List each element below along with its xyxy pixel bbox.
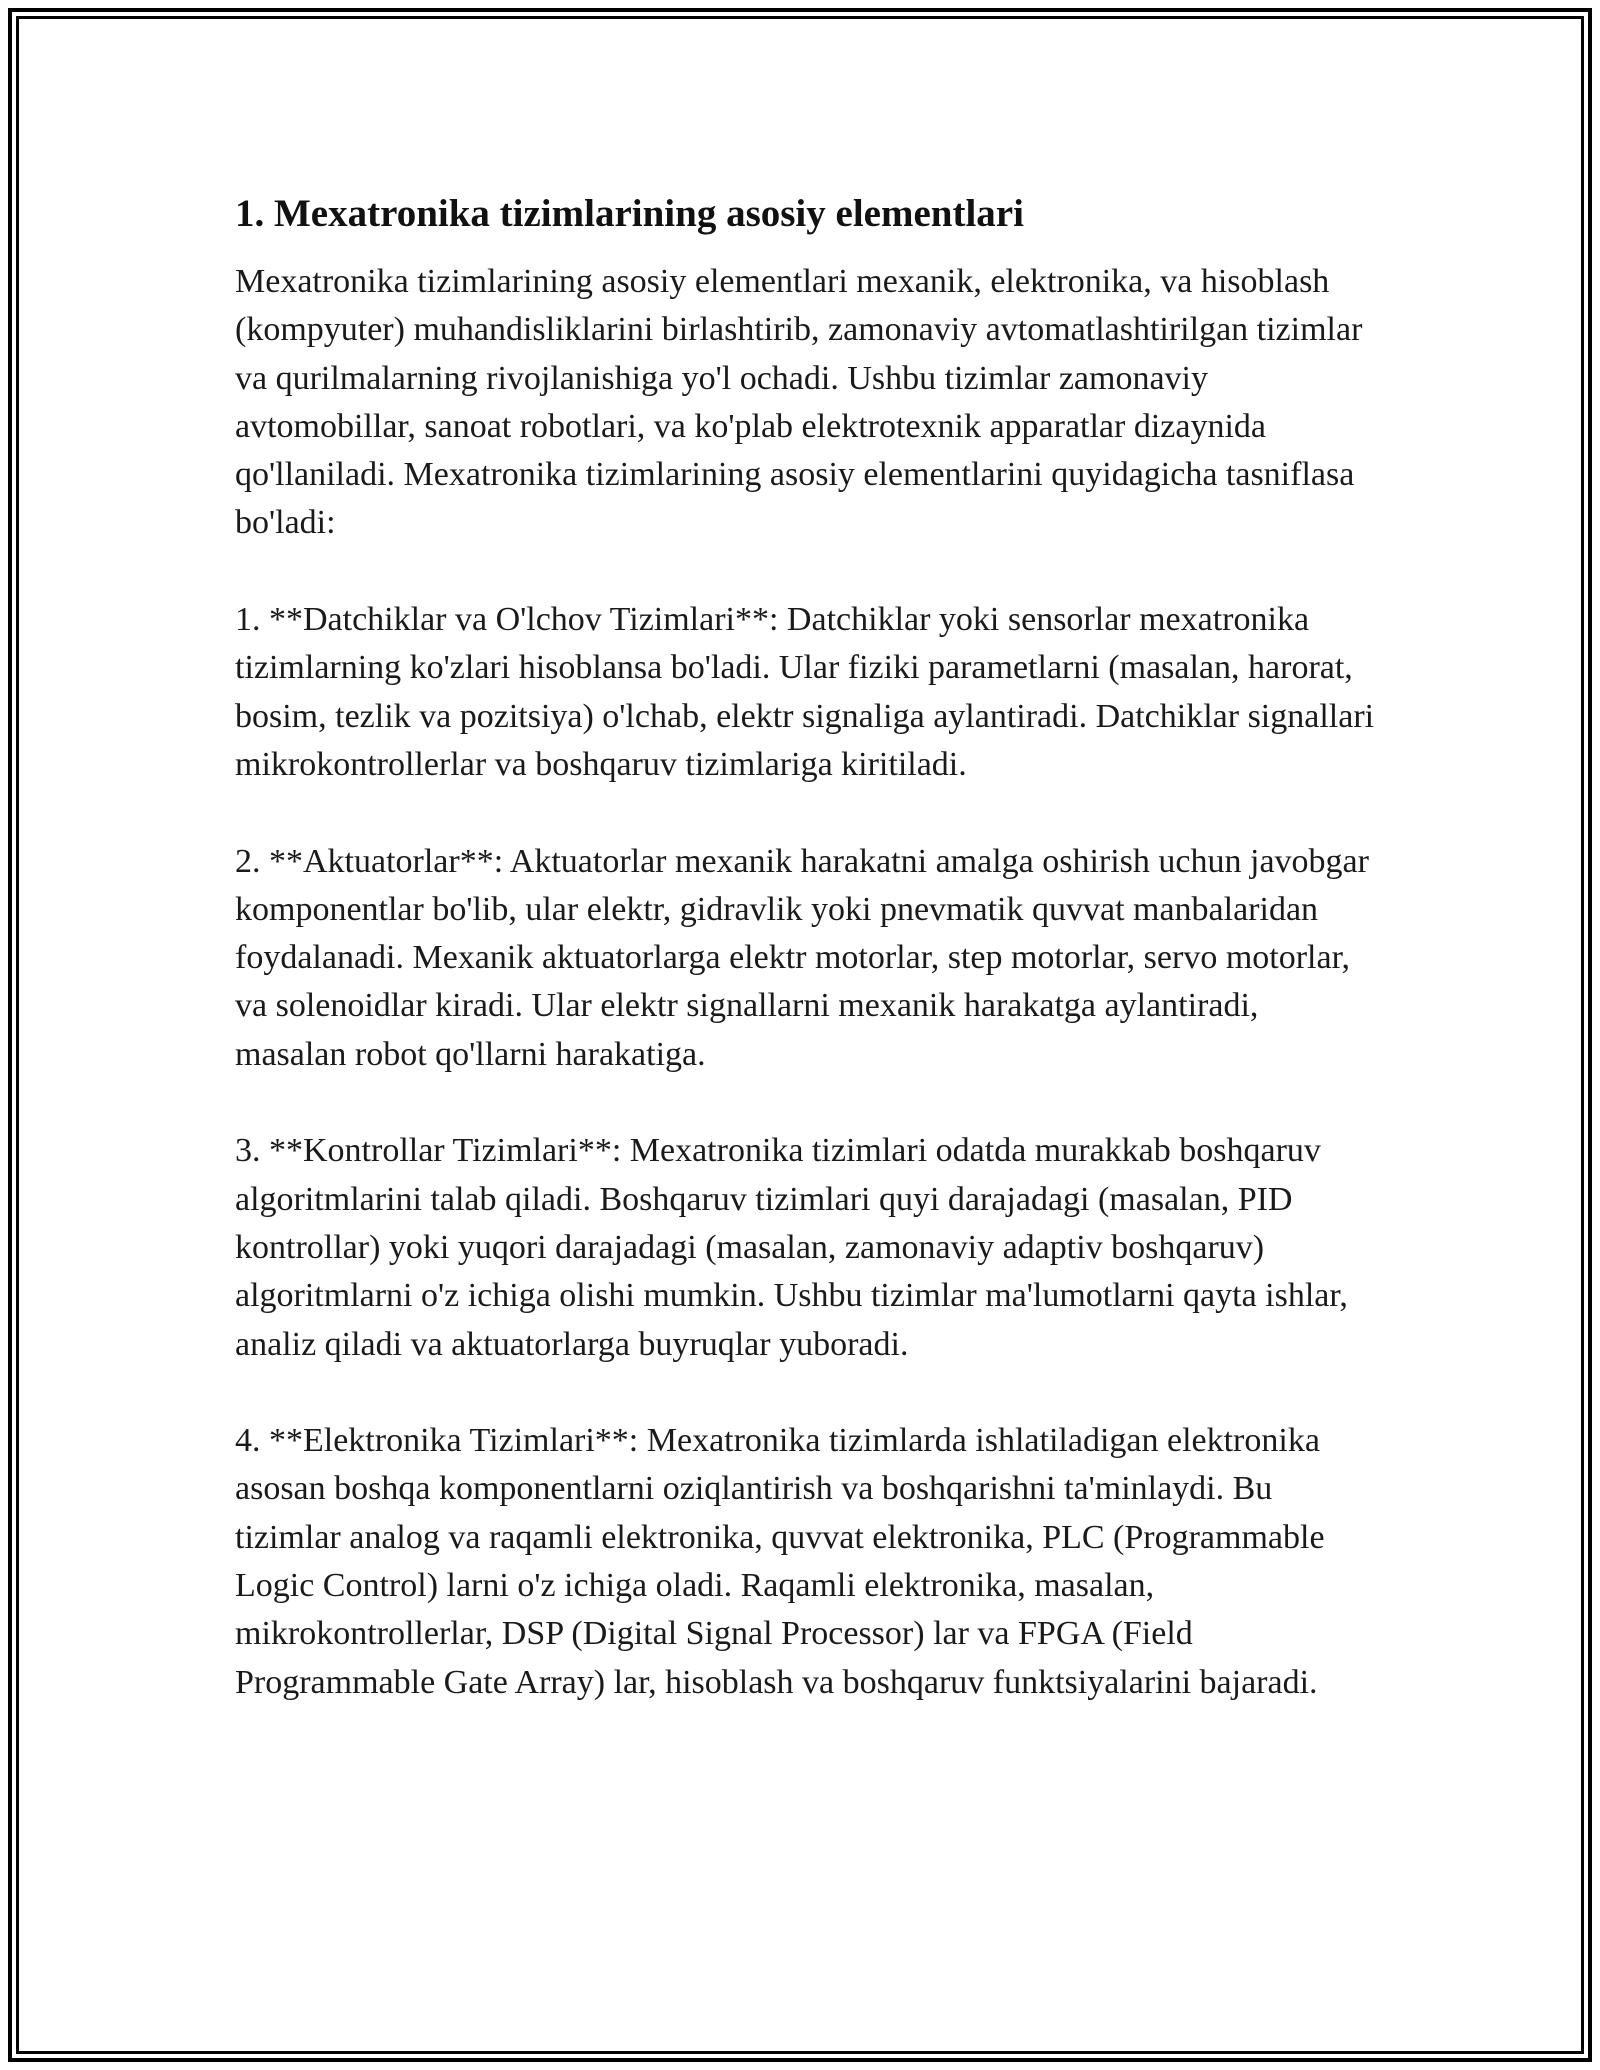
list-item-sensors: 1. **Datchiklar va O'lchov Tizimlari**: Datchiklar yoki sensorlar mexatronika tizimlarning ko'zlari hisoblansa bo'ladi. Ular fiziki parametlarni (masalan, harorat, bosim, tezlik va pozitsiya) o'lchab, elektr signaliga aylantiradi. Datchiklar signallari mikrokontrollerlar va boshqaruv tizimlariga kiritiladi. [235, 601, 1375, 783]
list-item-electronics: 4. **Elektronika Tizimlari**: Mexatronika tizimlarda ishlatiladigan elektronika asosan boshqa komponentlarni oziqlantirish va boshqarishni ta'minlaydi. Bu tizimlar analog va raqamli elektronika, quvvat elektronika, PLC (Programmable Logic Control) larni o'z ichiga oladi. Raqamli elektronika, masalan, mikrokontrollerlar, DSP (Digital Signal Processor) lar va FPGA (Field Programmable Gate Array) lar, hisoblash va boshqaruv funktsiyalarini bajaradi. [235, 1422, 1325, 1701]
list-item-controllers: 3. **Kontrollar Tizimlari**: Mexatronika tizimlari odatda murakkab boshqaruv algoritmlarini talab qiladi. Boshqaruv tizimlari quyi darajadagi (masalan, PID kontrollar) yoki yuqori darajadagi (masalan, zamonaviy adaptiv boshqaruv) algoritmlarni o'z ichiga olishi mumkin. Ushbu tizimlar ma'lumotlarni qayta ishlar, analiz qiladi va aktuatorlarga buyruqlar yuboradi. [235, 1132, 1348, 1363]
list-item-actuators: 2. **Aktuatorlar**: Aktuatorlar mexanik harakatni amalga oshirish uchun javobgar komponentlar bo'lib, ular elektr, gidravlik yoki pnevmatik quvvat manbalaridan foydalanadi. Mexanik aktuatorlarga elektr motorlar, step motorlar, servo motorlar, va solenoidlar kiradi. Ular elektr signallarni mexanik harakatga aylantiradi, masalan robot qo'llarni harakatiga. [235, 842, 1369, 1073]
section-heading: 1. Mexatronika tizimlarining asosiy elementlari [235, 192, 1024, 235]
intro-paragraph: Mexatronika tizimlarining asosiy elementlari mexanik, elektronika, va hisoblash (kompyuter) muhandisliklarini birlashtirib, zamonaviy avtomatlashtirilgan tizimlar va qurilmalarning rivojlanishiga yo'l ochadi. Ushbu tizimlar zamonaviy avtomobillar, sanoat robotlari, va ko'plab elektrotexnik apparatlar dizaynida qo'llaniladi. Mexatronika tizimlarining asosiy elementlarini quyidagicha tasniflasa bo'ladi: [235, 263, 1363, 542]
document-body [235, 186, 1375, 1707]
